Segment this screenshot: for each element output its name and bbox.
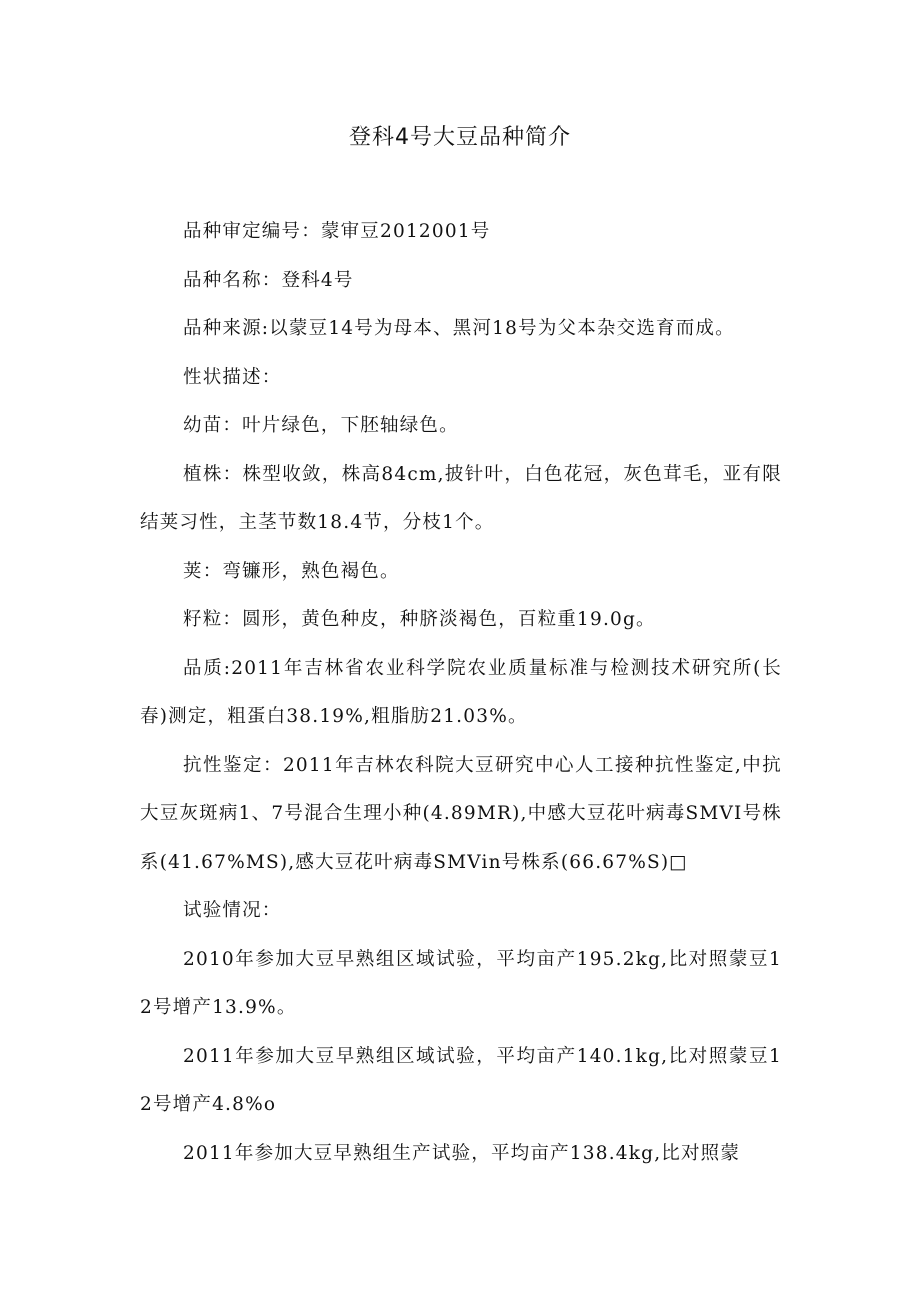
paragraph-trials-heading: 试验情况： [183, 900, 282, 921]
paragraph-variety-origin: 品种来源:以蒙豆14号为母本、黑河18号为父本杂交选育而成。 [183, 318, 735, 339]
paragraph-approval-number: 品种审定编号：蒙审豆2012001号 [183, 221, 491, 242]
paragraph-variety-name: 品种名称：登科4号 [183, 269, 354, 291]
paragraph-seedling: 幼苗：叶片绿色，下胚轴绿色。 [183, 415, 459, 436]
paragraph-trial-2010-regional: 2010年参加大豆早熟组区域试验，平均亩产195.2kg,比对照蒙豆12号增产13.9%。 [140, 948, 782, 1018]
paragraph-trial-2011-regional: 2011年参加大豆早熟组区域试验，平均亩产140.1kg,比对照蒙豆12号增产4.8%o [140, 1045, 782, 1115]
paragraph-quality: 品质:2011年吉林省农业科学院农业质量标准与检测技术研究所(长春)测定，粗蛋白38.19%,粗脂肪21.03%。 [140, 657, 782, 727]
document-title: 登科4号大豆品种简介 [349, 125, 571, 150]
paragraph-traits-heading: 性状描述： [183, 366, 282, 388]
paragraph-seed: 籽粒：圆形，黄色种皮，种脐淡褐色，百粒重19.0g。 [183, 609, 656, 630]
paragraph-plant: 植株：株型收敛，株高84cm,披针叶，白色花冠，灰色茸毛，亚有限结荚习性，主茎节数18.4节，分枝1个。 [140, 463, 782, 533]
document-body [140, 208, 782, 1178]
paragraph-resistance: 抗性鉴定：2011年吉林农科院大豆研究中心人工接种抗性鉴定,中抗大豆灰斑病1、7号混合生理小种(4.89MR),中感大豆花叶病毒SMVI号株系(41.67%MS),感大豆花叶病毒SMVin号株系(66.67%S)□ [140, 754, 782, 873]
paragraph-pod: 荚：弯镰形，熟色褐色。 [183, 560, 400, 582]
paragraph-trial-2011-production: 2011年参加大豆早熟组生产试验，平均亩产138.4kg,比对照蒙 [183, 1142, 741, 1164]
